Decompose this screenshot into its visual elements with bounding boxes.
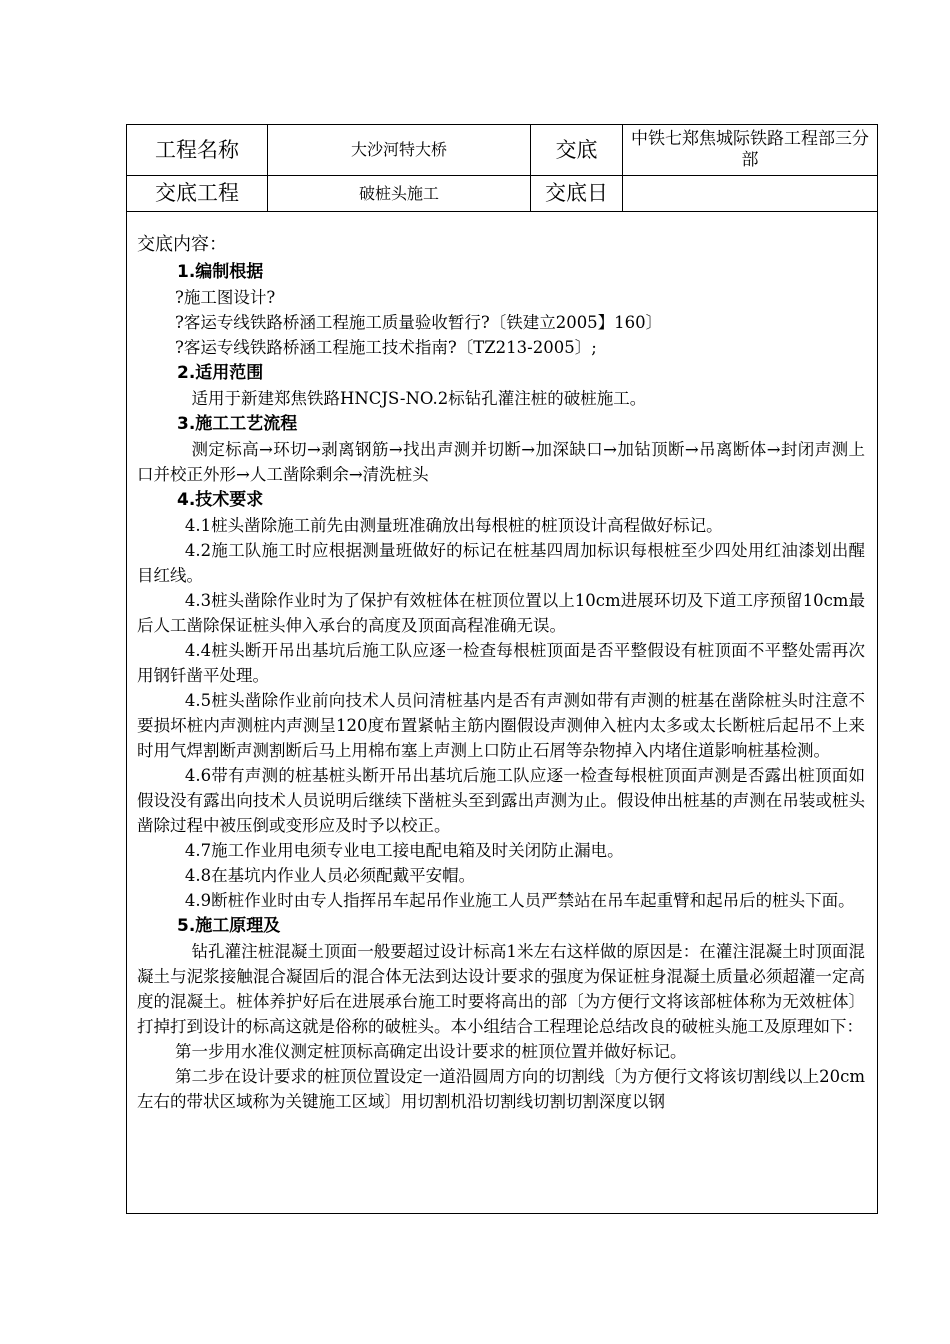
header-row-work <box>127 176 877 212</box>
section-heading: 1.编制根据 <box>177 262 264 282</box>
paragraph: 4.8在基坑内作业人员必须配戴平安帽。 <box>184 866 476 885</box>
paragraph: 4.4桩头断开吊出基坑后施工队应逐一检查每根桩顶面是否平整假设有桩顶面不平整处需再次用钢钎凿平处理。 <box>137 641 865 685</box>
section-heading: 3.施工工艺流程 <box>177 414 298 434</box>
technical-briefing-form <box>126 124 878 1214</box>
briefing-content <box>127 212 877 1114</box>
section-heading: 4.技术要求 <box>177 490 264 510</box>
project-name-value: 大沙河特大桥 <box>268 125 531 175</box>
paragraph: 4.1桩头凿除施工前先由测量班准确放出每根桩的桩顶设计高程做好标记。 <box>184 516 723 535</box>
paragraph: 适用于新建郑焦铁路HNCJS-NO.2标钻孔灌注桩的破桩施工。 <box>191 389 647 408</box>
paragraph: 4.3桩头凿除作业时为了保护有效桩体在桩顶位置以上10cm进展环切及下道工序预留10cm最后人工凿除保证桩头伸入承台的高度及顶面高程准确无误。 <box>137 591 865 635</box>
paragraph: 钻孔灌注桩混凝土顶面一般要超过设计标高1米左右这样做的原因是：在灌注混凝土时顶面混凝土与泥浆接触混合凝固后的混合体无法到达设计要求的强度为保证桩身混凝土质量必须超灌一定高度的混凝土。桩体养护好后在进展承台施工时要将高出的部〔为方便行文将该部桩体称为无效桩体〕打掉打到设计的标高这就是俗称的破桩头。本小组结合工程理论总结改良的破桩头施工及原理如下： <box>137 942 865 1036</box>
briefing-work-value: 破桩头施工 <box>268 176 531 211</box>
paragraph: 第一步用水准仪测定桩顶标高确定出设计要求的桩顶位置并做好标记。 <box>174 1042 687 1061</box>
reference-line: ?客运专线铁路桥涵工程施工技术指南?〔TZ213-2005〕; <box>175 338 597 357</box>
briefing-unit-label: 交底 <box>531 125 623 175</box>
paragraph: 4.6带有声测的桩基桩头断开吊出基坑后施工队应逐一检查每根桩顶面声测是否露出桩顶面如假设没有露出向技术人员说明后继续下凿桩头至到露出声测为止。假设伸出桩基的声测在吊装或桩头凿除过程中被压倒或变形应及时予以校正。 <box>137 766 865 835</box>
section-heading: 2.适用范围 <box>177 363 264 383</box>
briefing-date-label: 交底日 <box>531 176 623 211</box>
briefing-work-label: 交底工程 <box>127 176 268 211</box>
reference-line: ?客运专线铁路桥涵工程施工质量验收暂行?〔铁建立2005】160〕 <box>175 313 663 332</box>
paragraph: 测定标高→环切→剥离钢筋→找出声测并切断→加深缺口→加钻顶断→吊离断体→封闭声测上口并校正外形→人工凿除剩余→清洗桩头 <box>137 440 865 484</box>
briefing-unit-value: 中铁七郑焦城际铁路工程部三分部 <box>631 128 869 170</box>
paragraph: 第二步在设计要求的桩顶位置设定一道沿圆周方向的切割线〔为方便行文将该切割线以上20cm左右的带状区域称为关键施工区域〕用切割机沿切割线切割切割深度以钢 <box>137 1067 865 1111</box>
section-heading: 5.施工原理及 <box>177 916 281 936</box>
project-name-label: 工程名称 <box>127 125 268 175</box>
paragraph: 4.7施工作业用电须专业电工接电配电箱及时关闭防止漏电。 <box>184 841 624 860</box>
paragraph: 4.9断桩作业时由专人指挥吊车起吊作业施工人员严禁站在吊车起重臂和起吊后的桩头下面。 <box>184 891 855 910</box>
reference-line: ?施工图设计? <box>175 288 276 307</box>
paragraph: 4.2施工队施工时应根据测量班做好的标记在桩基四周加标识每根桩至少四处用红油漆划出醒目红线。 <box>137 541 865 585</box>
paragraph: 4.5桩头凿除作业前向技术人员问清桩基内是否有声测如带有声测的桩基在凿除桩头时注意不要损坏桩内声测桩内声测呈120度布置紧帖主筋内圈假设声测伸入桩内太多或太长断桩后起吊不上来时用气焊割断声测割断后马上用棉布塞上声测上口防止石屑等杂物掉入内堵住道影响桩基检测。 <box>137 691 865 760</box>
briefing-date-value <box>623 176 877 211</box>
header-row-project <box>127 125 877 176</box>
content-intro: 交底内容： <box>137 234 227 255</box>
